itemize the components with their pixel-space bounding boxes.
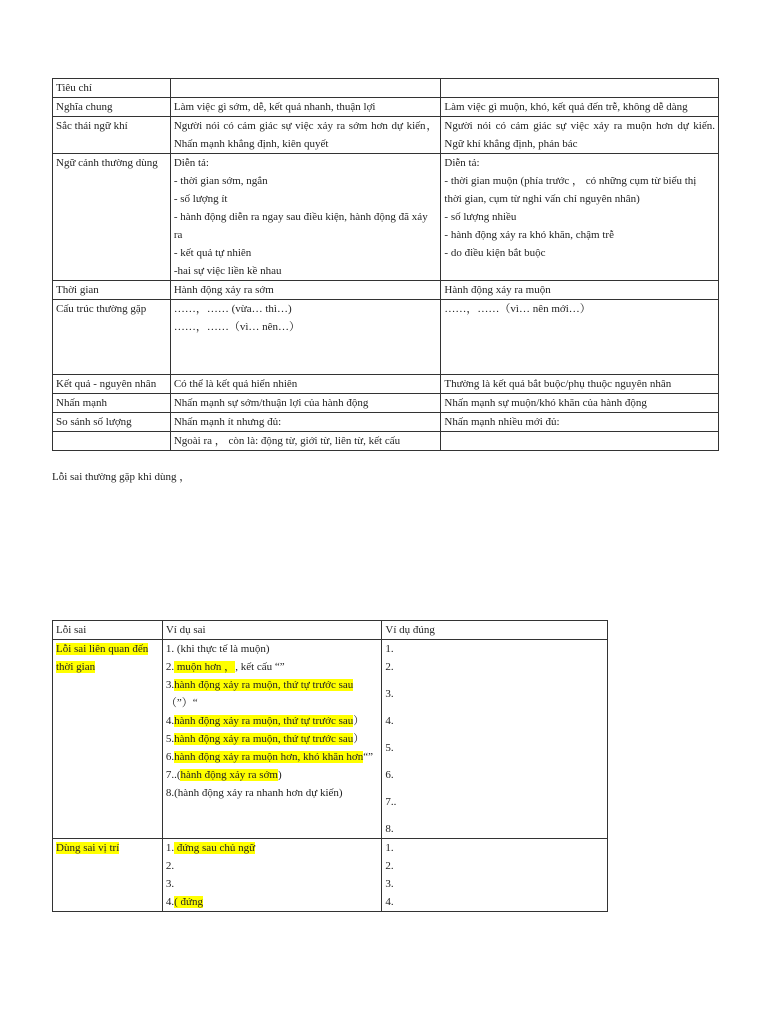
right-example: 7.. (385, 796, 397, 808)
cai-cell: Diễn tả: - thời gian sớm, ngắn - số lượng ít - hành động diễn ra ngay sau điều kiện, hành động đã xảy ra - kết quả tự nhiên -hai sự việc liền kề nhau (170, 154, 441, 281)
table-row (53, 281, 719, 300)
jiu-cell: Người nói có cảm giác sự việc xảy ra muộn hơn dự kiến. Ngữ khí khẳng định, phản bác (441, 117, 719, 154)
wrong-example: 2. muộn hơn ，, kết cấu “” (165, 661, 285, 673)
jiu-cell: Nhấn mạnh nhiều mới đủ: (441, 413, 719, 432)
right-example: 6. (385, 769, 394, 781)
header-cell: Ví dụ sai (162, 621, 382, 640)
table-header-row (53, 79, 719, 98)
error-type-cell (53, 640, 163, 839)
criterion-cell: Sắc thái ngữ khí (53, 117, 171, 154)
wrong-example: 5.hành động xảy ra muộn, thứ tự trước sau） (165, 733, 365, 745)
jiu-cell (441, 432, 719, 451)
jiu-cell: Diễn tả: - thời gian muộn (phía trước ， có những cụm từ biểu thị thời gian, cụm từ nghi vấn chỉ nguyên nhân) - số lượng nhiều - hành động xảy ra khó khăn, chậm trễ - do điều kiện bắt buộc (441, 154, 719, 281)
criterion-cell (53, 432, 171, 451)
wrong-example: 1. (khi thực tế là muộn) (165, 643, 270, 655)
table-row (53, 839, 608, 912)
right-example: 4. (385, 715, 394, 727)
table-row (53, 394, 719, 413)
wrong-example: 8.(hành động xảy ra nhanh hơn dự kiến) (165, 787, 343, 799)
cai-cell: Ngoài ra ， còn là: động từ, giới từ, liên từ, kết cấu (170, 432, 441, 451)
cai-cell: Nhấn mạnh sự sớm/thuận lợi của hành động (170, 394, 441, 413)
wrong-examples-cell (162, 640, 382, 839)
wrong-example: 3. (165, 878, 175, 890)
wrong-example: 2. (165, 860, 175, 872)
wrong-examples-cell (162, 839, 382, 912)
table-row (53, 300, 719, 375)
table-row (53, 117, 719, 154)
cai-cell: ……，…… (vừa… thì…) ……，……（vì… nên…） (170, 300, 441, 375)
criterion-cell: Ngữ cảnh thường dùng (53, 154, 171, 281)
jiu-cell: Nhấn mạnh sự muộn/khó khăn của hành động (441, 394, 719, 413)
table-row (53, 432, 719, 451)
criterion-cell: Nhấn mạnh (53, 394, 171, 413)
error-type-label: Dùng sai vị trí (56, 842, 120, 854)
right-example: 4. (385, 896, 394, 908)
table-row (53, 640, 608, 839)
right-example: 2. (385, 661, 394, 673)
wrong-example: 6.hành động xảy ra muộn hơn, khó khăn hơn“” (165, 751, 373, 763)
table-header-row (53, 621, 608, 640)
wrong-example: 7..(hành động xảy ra sớm) (165, 769, 282, 781)
header-cell (441, 79, 719, 98)
cai-cell: Người nói có cảm giác sự việc xảy ra sớm hơn dự kiến，Nhấn mạnh khẳng định, kiên quyết (170, 117, 441, 154)
right-example: 2. (385, 860, 394, 872)
header-cell (170, 79, 441, 98)
criterion-cell: So sánh số lượng (53, 413, 171, 432)
section-caption: Lỗi sai thường gặp khi dùng ， (52, 471, 191, 483)
header-cell: Ví dụ đúng (382, 621, 608, 640)
right-example: 3. (385, 878, 394, 890)
table-row (53, 98, 719, 117)
cai-cell: Có thể là kết quả hiển nhiên (170, 375, 441, 394)
header-cell: Tiêu chí (53, 79, 171, 98)
right-example: 8. (385, 823, 394, 835)
comparison-table (52, 78, 719, 451)
right-example: 5. (385, 742, 394, 754)
jiu-cell: Thường là kết quả bắt buộc/phụ thuộc nguyên nhân (441, 375, 719, 394)
table-row (53, 413, 719, 432)
criterion-cell: Kết quả - nguyên nhân (53, 375, 171, 394)
error-type-label: Lỗi sai liên quan đến thời gian (56, 643, 149, 673)
jiu-cell: Hành động xảy ra muộn (441, 281, 719, 300)
table-row (53, 154, 719, 281)
right-example: 1. (385, 643, 394, 655)
cai-cell: Làm việc gì sớm, dễ, kết quả nhanh, thuận lợi (170, 98, 441, 117)
error-table (52, 620, 608, 912)
jiu-cell: Làm việc gì muộn, khó, kết quả đến trễ, không dễ dàng (441, 98, 719, 117)
cai-cell: Nhấn mạnh ít nhưng đủ: (170, 413, 441, 432)
wrong-example: 4.( đứng (165, 896, 203, 908)
jiu-cell: ……，……（vì… nên mới…） (441, 300, 719, 375)
error-type-cell (53, 839, 163, 912)
right-example: 1. (385, 842, 394, 854)
table-row (53, 375, 719, 394)
header-cell: Lỗi sai (53, 621, 163, 640)
right-example: 3. (385, 688, 394, 700)
wrong-example: 1. đứng sau chủ ngữ (165, 842, 256, 854)
criterion-cell: Nghĩa chung (53, 98, 171, 117)
criterion-cell: Thời gian (53, 281, 171, 300)
cai-cell: Hành động xảy ra sớm (170, 281, 441, 300)
criterion-cell: Cấu trúc thường gặp (53, 300, 171, 375)
right-examples-cell (382, 640, 608, 839)
right-examples-cell (382, 839, 608, 912)
wrong-example: 3.hành động xảy ra muộn, thứ tự trước sau（”）“ (165, 679, 354, 709)
wrong-example: 4.hành động xảy ra muộn, thứ tự trước sau） (165, 715, 365, 727)
